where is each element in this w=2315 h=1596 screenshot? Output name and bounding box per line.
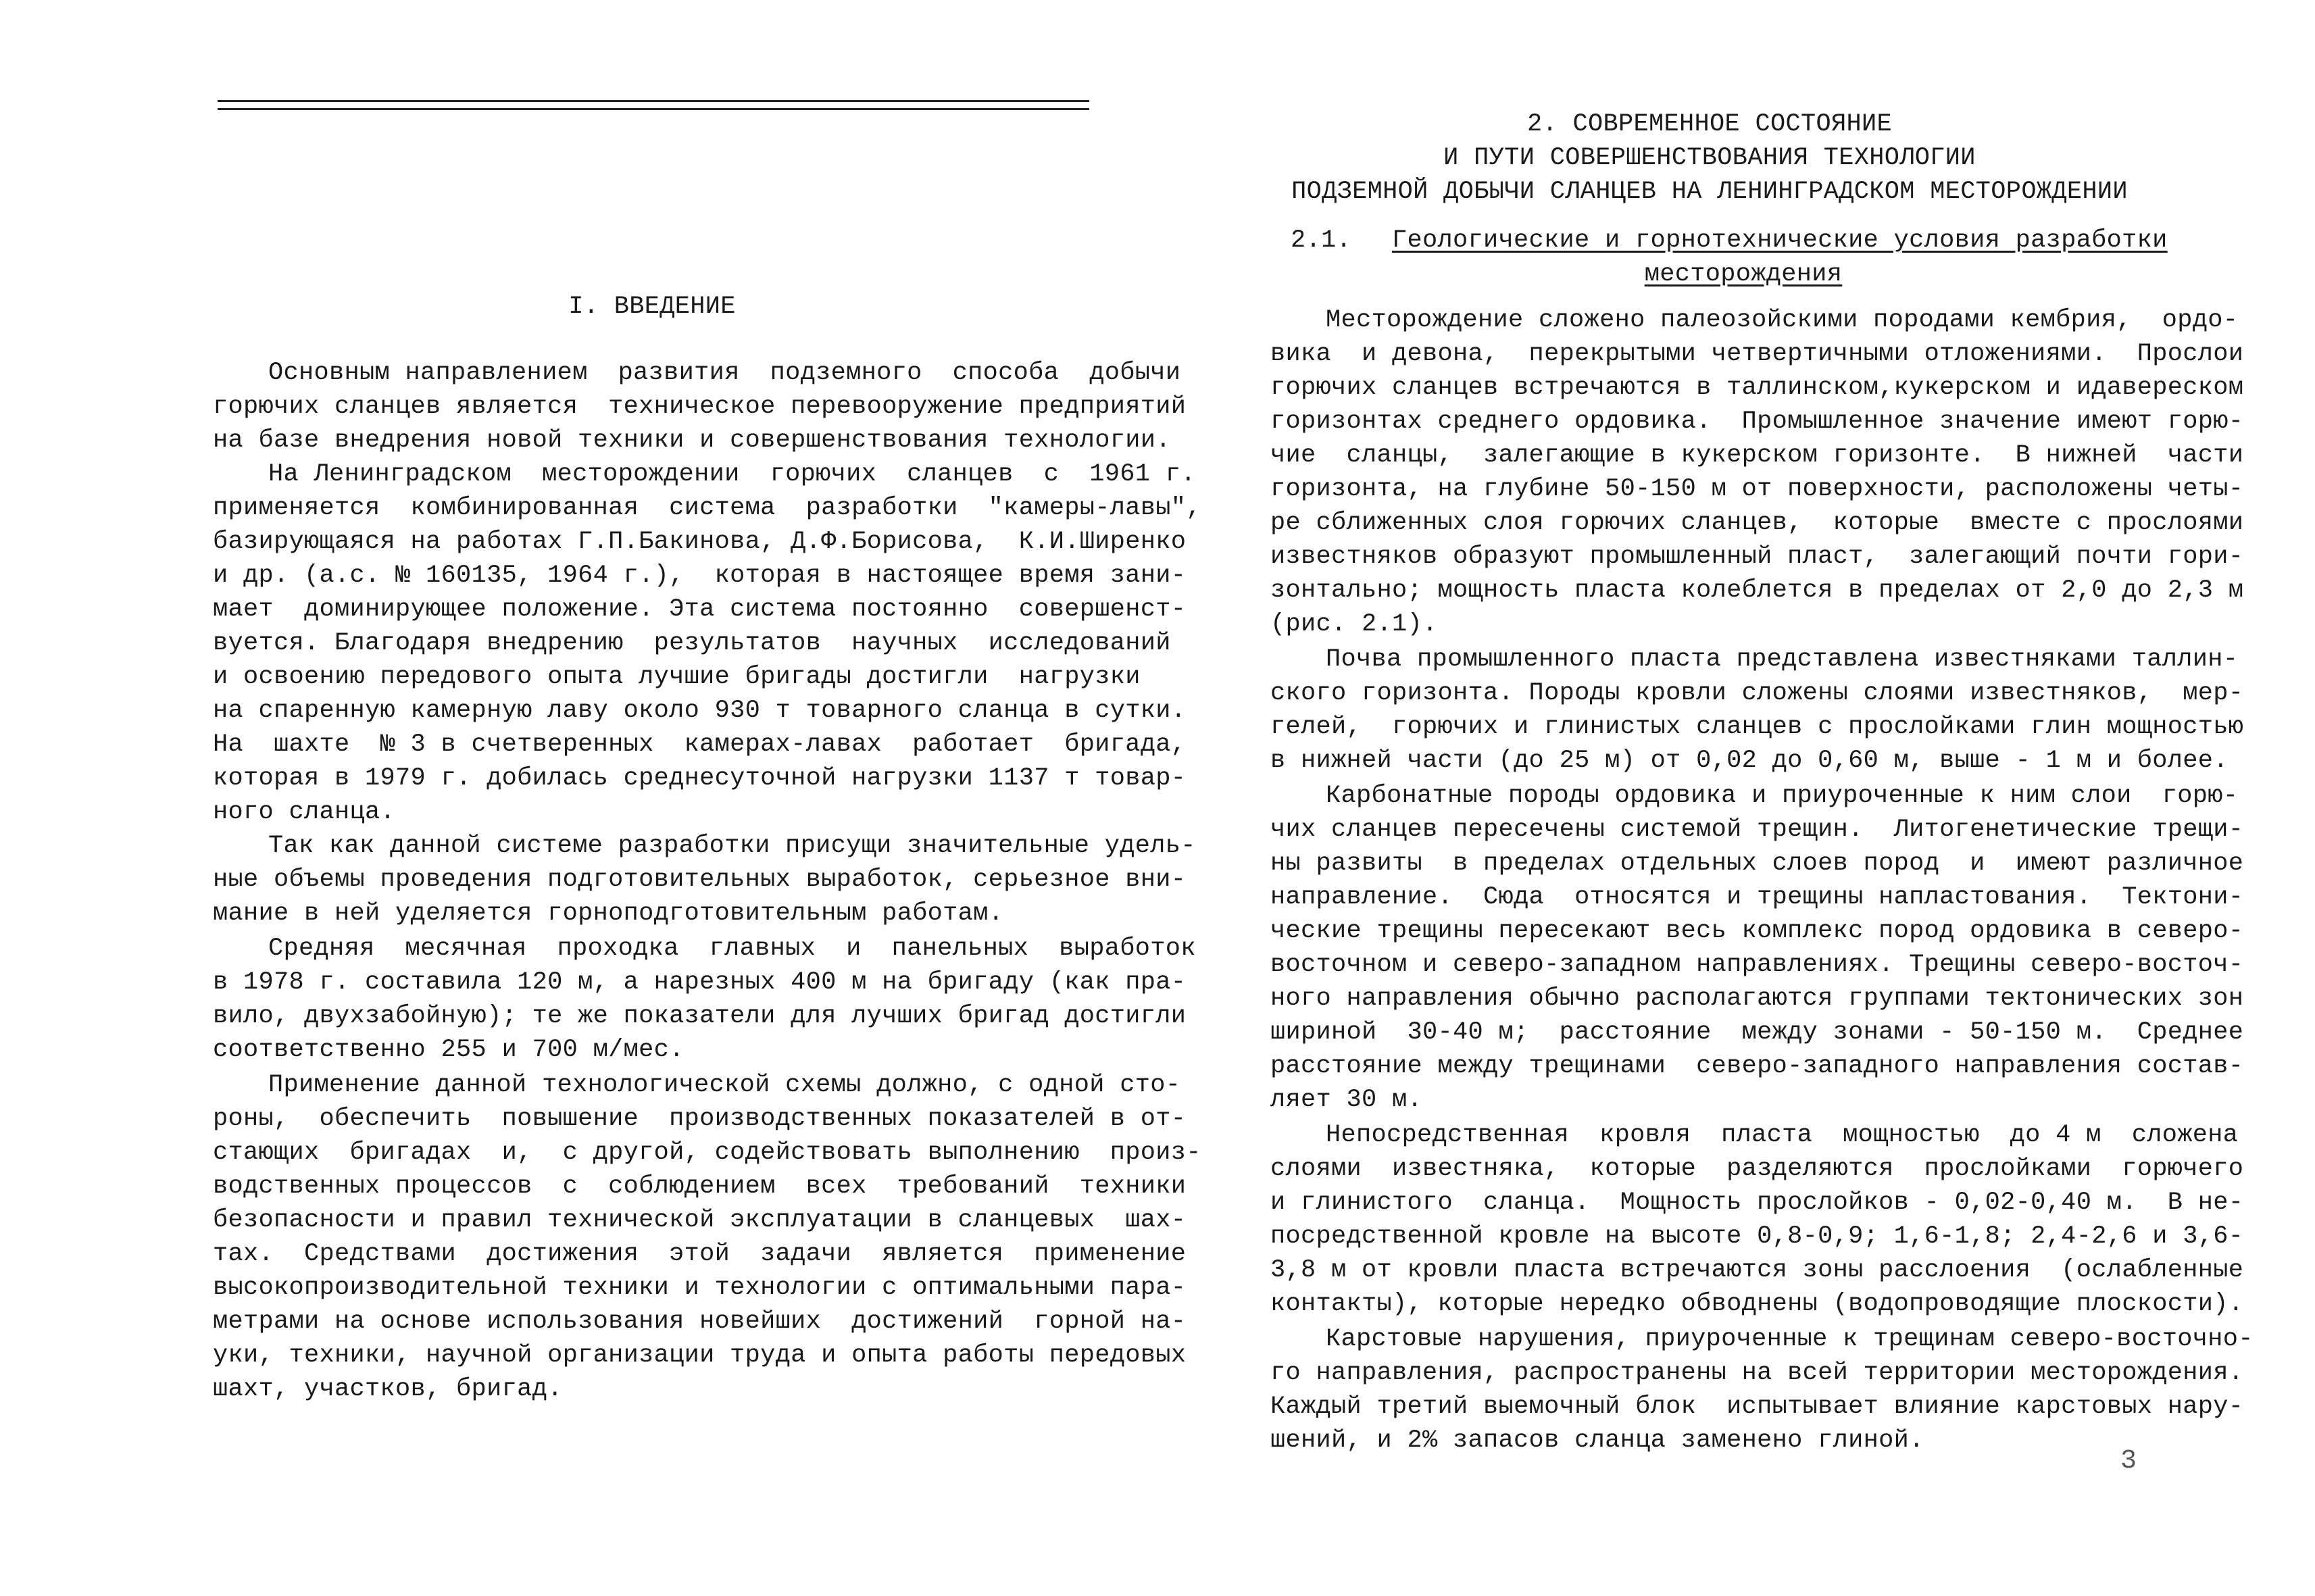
text-line: вика и девона, перекрытыми четвертичными отложениями. Прослои [1270, 340, 2244, 368]
text-line: шений, и 2% запасов сланца заменено глиной. [1270, 1426, 1924, 1455]
top-rule-lower [218, 108, 1089, 110]
text-line: вуется. Благодаря внедрению результатов научных исследований [213, 629, 1171, 657]
text-line: и др. (а.с. № 160135, 1964 г.), которая в настоящее время зани- [213, 562, 1187, 590]
text-line: зонтально; мощность пласта колеблется в пределах от 2,0 до 2,3 м [1270, 576, 2244, 605]
text-line: ского горизонта. Породы кровли сложены слоями известняков, мер- [1270, 679, 2244, 707]
text-line: гелей, горючих и глинистых сланцев с прослойками глин мощностью [1270, 713, 2244, 741]
text-line: известняков образуют промышленный пласт, залегающий почти гори- [1270, 543, 2244, 571]
text-line: контакты), которые нередко обводнены (водопроводящие плоскости). [1270, 1290, 2244, 1318]
text-line: На Ленинградском месторождении горючих сланцев с 1961 г. [268, 460, 1196, 489]
text-line: базирующаяся на работах Г.П.Бакинова, Д.Ф.Борисова, К.И.Ширенко [213, 528, 1187, 556]
text-line: Основным направлением развития подземного способа добычи [268, 359, 1181, 387]
text-line: применяется комбинированная система разработки "камеры-лавы", [213, 494, 1201, 522]
text-line: восточном и северо-западном направлениях. Трещины северо-восточ- [1270, 951, 2244, 979]
text-line: которая в 1979 г. добилась среднесуточной нагрузки 1137 т товар- [213, 764, 1187, 793]
text-line: метрами на основе использования новейших достижений горной на- [213, 1307, 1187, 1336]
subsection-title-line [1392, 258, 2095, 291]
text-line: Средняя месячная проходка главных и панельных выработок [268, 934, 1196, 963]
text-line: вило, двухзабойную); те же показатели для лучших бригад достигли [213, 1002, 1187, 1030]
text-line: мание в ней уделяется горноподготовительным работам. [213, 899, 1004, 928]
text-line: Применение данной технологической схемы должно, с одной сто- [268, 1071, 1181, 1099]
chapter-title-line: 2. СОВРЕМЕННОЕ СОСТОЯНИЕ [1526, 110, 1893, 139]
text-line: горизонтах среднего ордовика. Промышленное значение имеют горю- [1270, 407, 2244, 436]
text-line: чие сланцы, залегающие в кукерском горизонте. В нижней части [1270, 441, 2244, 470]
text-line: расстояние между трещинами северо-западного направления состав- [1270, 1052, 2244, 1080]
section-title: I. ВВЕДЕНИЕ [568, 293, 736, 321]
text-line: Карстовые нарушения, приуроченные к трещинам северо-восточно- [1326, 1325, 2254, 1353]
text-line: Почва промышленного пласта представлена известняками таллин- [1326, 645, 2239, 674]
text-line: чих сланцев пересечены системой трещин. Литогенетические трещи- [1270, 816, 2244, 844]
text-line: горизонта, на глубине 50-150 м от поверхности, расположены четы- [1270, 475, 2244, 503]
text-line: шахт, участков, бригад. [213, 1375, 563, 1403]
text-line: (рис. 2.1). [1270, 610, 1438, 639]
text-line: ре сближенных слоя горючих сланцев, которые вместе с прослоями [1270, 509, 2244, 537]
subsection-title-line [1392, 224, 2168, 257]
text-line: ляет 30 м. [1270, 1086, 1423, 1114]
text-line: уки, техники, научной организации труда и опыта работы передовых [213, 1341, 1187, 1370]
text-line: тах. Средствами достижения этой задачи является применение [213, 1240, 1187, 1268]
text-line: безопасности и правил технической эксплуатации в сланцевых шах- [213, 1206, 1187, 1235]
text-line: 3,8 м от кровли пласта встречаются зоны расслоения (ослабленные [1270, 1256, 2244, 1285]
text-line: роны, обеспечить повышение производственных показателей в от- [213, 1105, 1187, 1133]
text-line: На шахте № 3 в счетверенных камерах-лавах работает бригада, [213, 730, 1187, 759]
text-line: посредственной кровле на высоте 0,8-0,9; 1,6-1,8; 2,4-2,6 и 3,6- [1270, 1222, 2244, 1251]
text-line: ческие трещины пересекают весь комплекс пород ордовика в северо- [1270, 917, 2244, 945]
text-line: ного направления обычно располагаются группами тектонических зон [1270, 984, 2244, 1013]
text-line: шириной 30-40 м; расстояние между зонами - 50-150 м. Среднее [1270, 1018, 2244, 1047]
text-line: Каждый третий выемочный блок испытывает влияние карстовых нару- [1270, 1393, 2244, 1421]
text-line: и освоению передового опыта лучшие бригады достигли нагрузки [213, 663, 1141, 691]
text-line: ного сланца. [213, 798, 396, 826]
text-line: высокопроизводительной техники и технологии с оптимальными пара- [213, 1274, 1187, 1302]
text-line: в нижней части (до 25 м) от 0,02 до 0,60 м, выше - 1 м и более. [1270, 747, 2229, 775]
text-line: ны развиты в пределах отдельных слоев пород и имеют различное [1270, 849, 2244, 878]
text-line: соответственно 255 и 700 м/мес. [213, 1036, 684, 1064]
text-line: горючих сланцев является техническое перевооружение предприятий [213, 393, 1187, 421]
text-line: го направления, распространены на всей территории месторождения. [1270, 1359, 2244, 1387]
text-line: Месторождение сложено палеозойскими породами кембрия, ордо- [1326, 306, 2239, 334]
text-line: водственных процессов с соблюдением всех требований техники [213, 1172, 1187, 1201]
text-line: в 1978 г. составила 120 м, а нарезных 400 м на бригаду (как пра- [213, 968, 1187, 997]
text-line: мает доминирующее положение. Эта система постоянно совершенст- [213, 595, 1187, 624]
subsection-title-text: Геологические и горнотехнические условия разработки [1392, 226, 2168, 255]
text-line: ные объемы проведения подготовительных выработок, серьезное вни- [213, 866, 1187, 894]
chapter-title-line: И ПУТИ СОВЕРШЕНСТВОВАНИЯ ТЕХНОЛОГИИ [1443, 144, 1976, 172]
text-line: на спаренную камерную лаву около 930 т товарного сланца в сутки. [213, 697, 1187, 725]
text-line: Карбонатные породы ордовика и приуроченные к ним слои горю- [1326, 782, 2239, 810]
chapter-title-line: ПОДЗЕМНОЙ ДОБЫЧИ СЛАНЦЕВ НА ЛЕНИНГРАДСКОМ МЕСТОРОЖДЕНИИ [1291, 178, 2128, 206]
text-line: Непосредственная кровля пласта мощностью до 4 м сложена [1326, 1121, 2239, 1149]
subsection-number: 2.1. [1291, 226, 1352, 255]
text-line: слоями известняка, которые разделяются прослойками горючего [1270, 1155, 2244, 1183]
text-line: Так как данной системе разработки присущи значительные удель- [268, 832, 1196, 860]
top-rule-upper [218, 100, 1089, 102]
text-line: горючих сланцев встречаются в таллинском,кукерском и идавереском [1270, 374, 2244, 402]
text-line: и глинистого сланца. Мощность прослойков - 0,02-0,40 м. В не- [1270, 1189, 2244, 1217]
text-line: на базе внедрения новой техники и совершенствования технологии. [213, 426, 1171, 455]
text-line: стающих бригадах и, с другой, содействовать выполнению произ- [213, 1139, 1201, 1167]
page-number: 3 [2120, 1446, 2137, 1476]
text-line: направление. Сюда относятся и трещины напластования. Тектони- [1270, 883, 2244, 912]
subsection-title-text: месторождения [1644, 260, 1843, 289]
